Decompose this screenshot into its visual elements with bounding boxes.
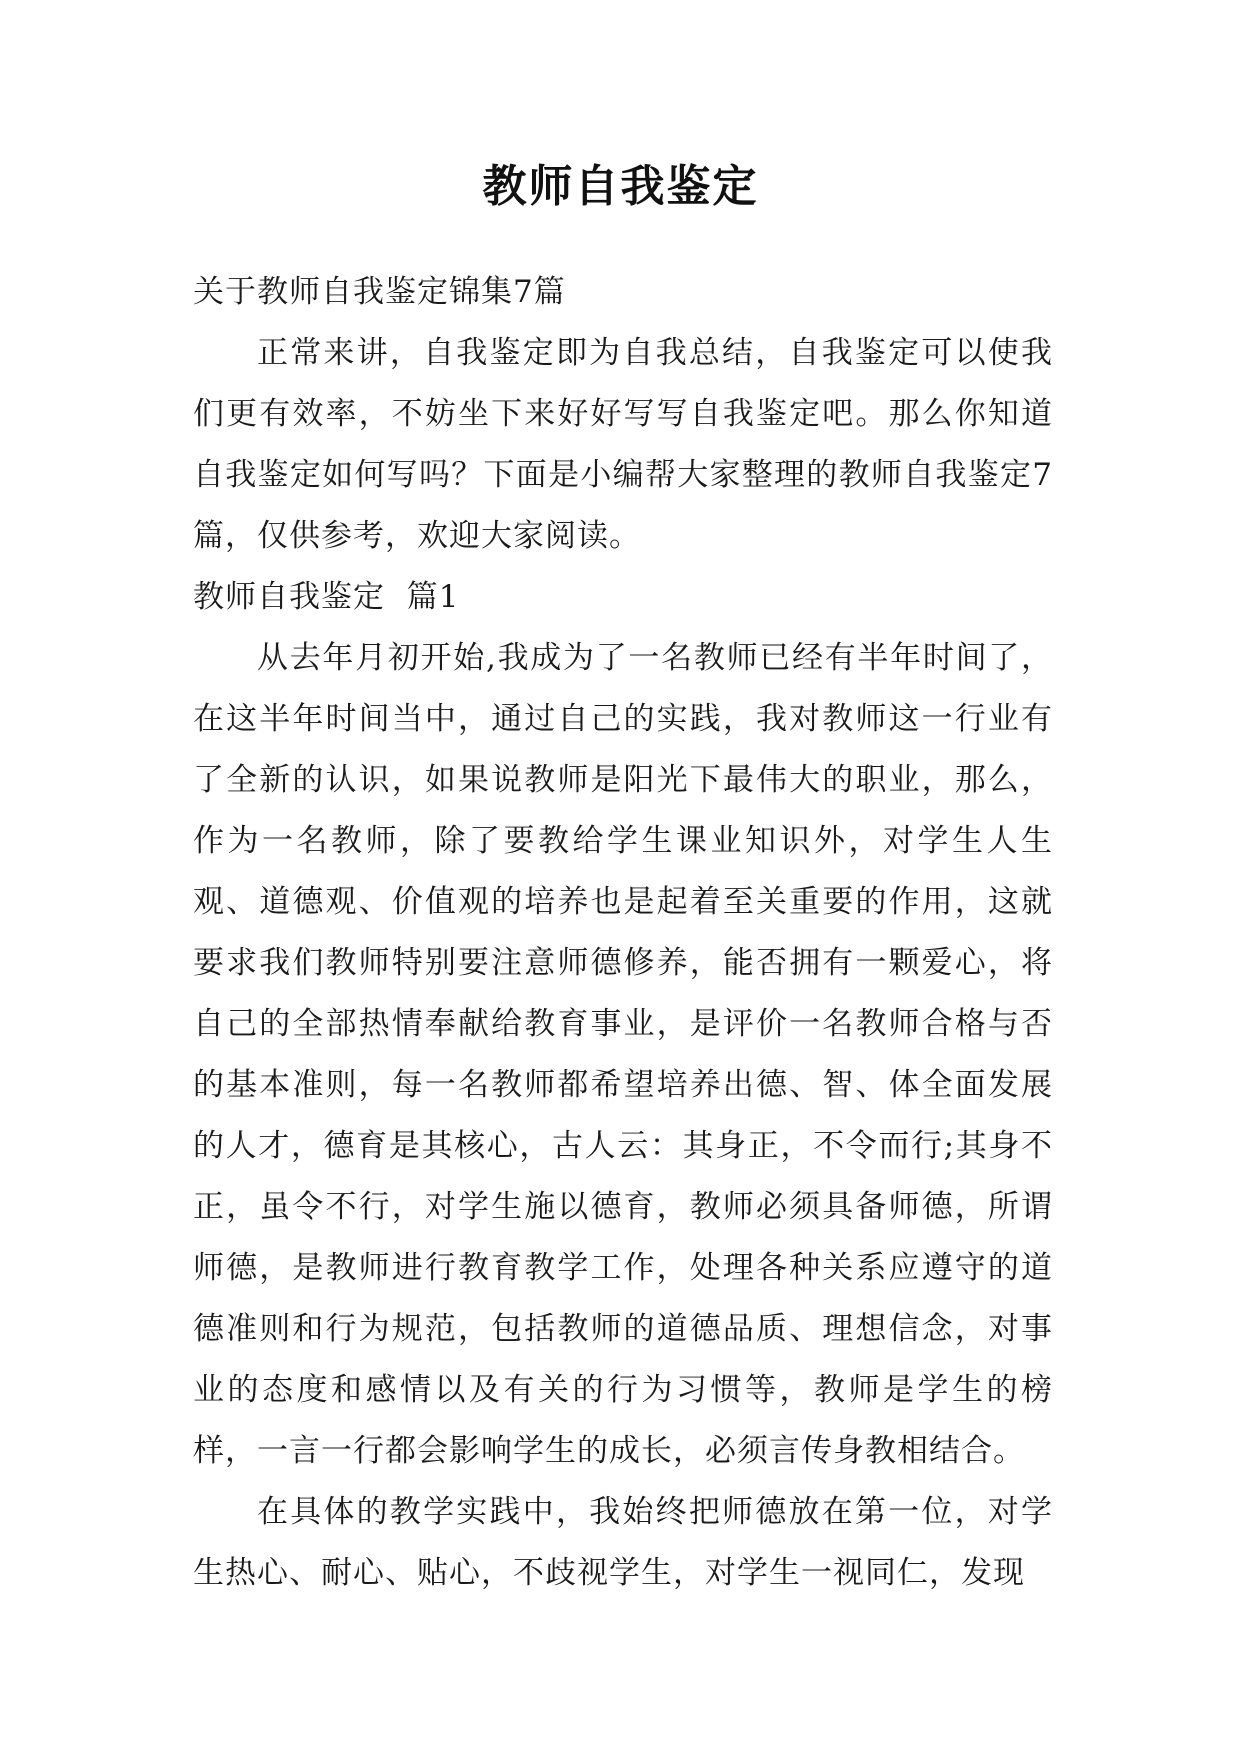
body-paragraph-1: 从去年月初开始,我成为了一名教师已经有半年时间了，在这半年时间当中，通过自己的实践，我对教师这一行业有了全新的认识，如果说教师是阳光下最伟大的职业，那么，作为一名教师，除了要教给学生课业知识外，对学生人生观、道德观、价值观的培养也是起着至关重要的作用，这就要求我们教师特别要注意师德修养，能否拥有一颗爱心，将自己的全部热情奉献给教育事业，是评价一名教师合格与否的基本准则，每一名教师都希望培养出德、智、体全面发展的人才，德育是其核心，古人云：其身正，不令而行;其身不正，虽令不行，对学生施以德育，教师必须具备师德，所谓师德，是教师进行教育教学工作，处理各种关系应遵守的道德准则和行为规范，包括教师的道德品质、理想信念，对事业的态度和感情以及有关的行为习惯等，教师是学生的榜样，一言一行都会影响学生的成长，必须言传身教相结合。 <box>193 640 1053 1469</box>
document-title: 教师自我鉴定 <box>482 161 759 212</box>
document-subtitle: 关于教师自我鉴定锦集7篇 <box>193 274 566 310</box>
document-body <box>193 262 1053 1604</box>
section-heading: 教师自我鉴定 篇1 <box>193 579 460 615</box>
body-paragraph-2: 在具体的教学实践中，我始终把师德放在第一位，对学生热心、耐心、贴心，不歧视学生，对学生一视同仁，发现 <box>193 1494 1053 1591</box>
intro-paragraph: 正常来讲，自我鉴定即为自我总结，自我鉴定可以使我们更有效率，不妨坐下来好好写写自我鉴定吧。那么你知道自我鉴定如何写吗？下面是小编帮大家整理的教师自我鉴定7篇，仅供参考，欢迎大家阅读。 <box>193 335 1053 554</box>
